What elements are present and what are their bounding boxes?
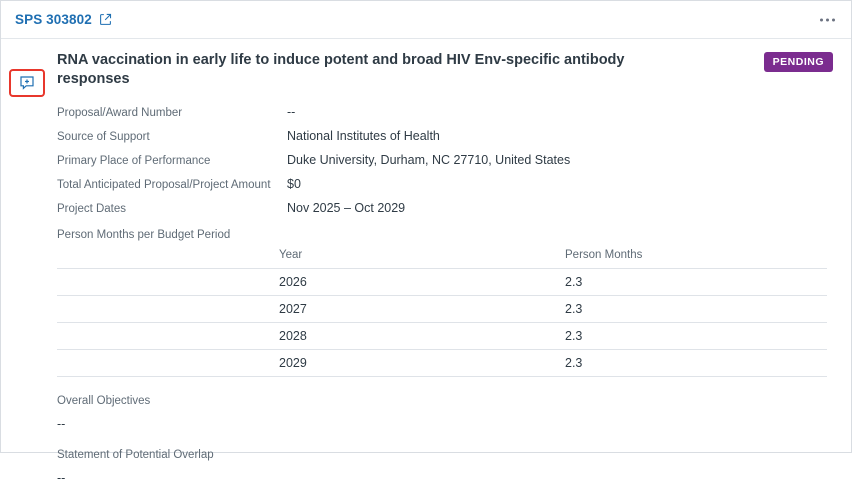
table-cell-person-months: 2.3 <box>565 322 827 349</box>
field-value: Duke University, Durham, NC 27710, United States <box>287 152 571 167</box>
person-months-section-label: Person Months per Budget Period <box>57 228 231 241</box>
status-badge: PENDING <box>764 52 833 72</box>
table-header-person-months: Person Months <box>565 248 643 261</box>
table-cell-person-months: 2.3 <box>565 268 827 295</box>
record-header <box>1 1 851 39</box>
statement-overlap-value: -- <box>57 470 66 485</box>
table-header-year: Year <box>279 248 303 261</box>
comment-add-icon <box>19 75 35 91</box>
overall-objectives-label: Overall Objectives <box>57 394 151 407</box>
table-row <box>57 295 827 322</box>
table-cell-spacer <box>57 322 279 349</box>
field-row <box>57 201 841 215</box>
field-label: Project Dates <box>57 202 127 215</box>
person-months-table <box>57 247 827 377</box>
table-cell-person-months: 2.3 <box>565 349 827 376</box>
overall-objectives-value: -- <box>57 416 66 431</box>
record-content <box>57 39 841 485</box>
field-value: $0 <box>287 176 301 191</box>
table-header-row <box>57 247 827 269</box>
field-label: Primary Place of Performance <box>57 154 211 167</box>
overall-objectives-block <box>57 395 841 431</box>
field-row <box>57 153 841 167</box>
table-header-spacer <box>57 247 279 269</box>
table-cell-spacer <box>57 268 279 295</box>
table-cell-year: 2026 <box>279 268 565 295</box>
field-label: Total Anticipated Proposal/Project Amount <box>57 178 271 191</box>
table-cell-spacer <box>57 349 279 376</box>
field-row <box>57 177 841 191</box>
table-cell-spacer <box>57 295 279 322</box>
kebab-menu-icon[interactable] <box>820 18 835 21</box>
field-row <box>57 105 841 119</box>
table-row <box>57 268 827 295</box>
record-id-label: SPS 303802 <box>15 12 92 27</box>
field-label: Proposal/Award Number <box>57 106 183 119</box>
external-link-icon[interactable] <box>99 13 112 26</box>
field-label: Source of Support <box>57 130 150 143</box>
table-cell-person-months: 2.3 <box>565 295 827 322</box>
page-title: RNA vaccination in early life to induce potent and broad HIV Env-specific antibody responses <box>57 52 625 87</box>
title-row <box>57 51 841 89</box>
statement-overlap-label: Statement of Potential Overlap <box>57 448 214 461</box>
table-cell-year: 2028 <box>279 322 565 349</box>
statement-overlap-block <box>57 449 841 485</box>
field-value: -- <box>287 104 296 119</box>
table-row <box>57 322 827 349</box>
table-cell-year: 2027 <box>279 295 565 322</box>
table-cell-year: 2029 <box>279 349 565 376</box>
field-row <box>57 129 841 143</box>
field-value: National Institutes of Health <box>287 128 440 143</box>
field-list <box>57 105 841 215</box>
field-value: Nov 2025 – Oct 2029 <box>287 200 406 215</box>
table-row <box>57 349 827 376</box>
comment-add-button[interactable] <box>9 69 45 97</box>
